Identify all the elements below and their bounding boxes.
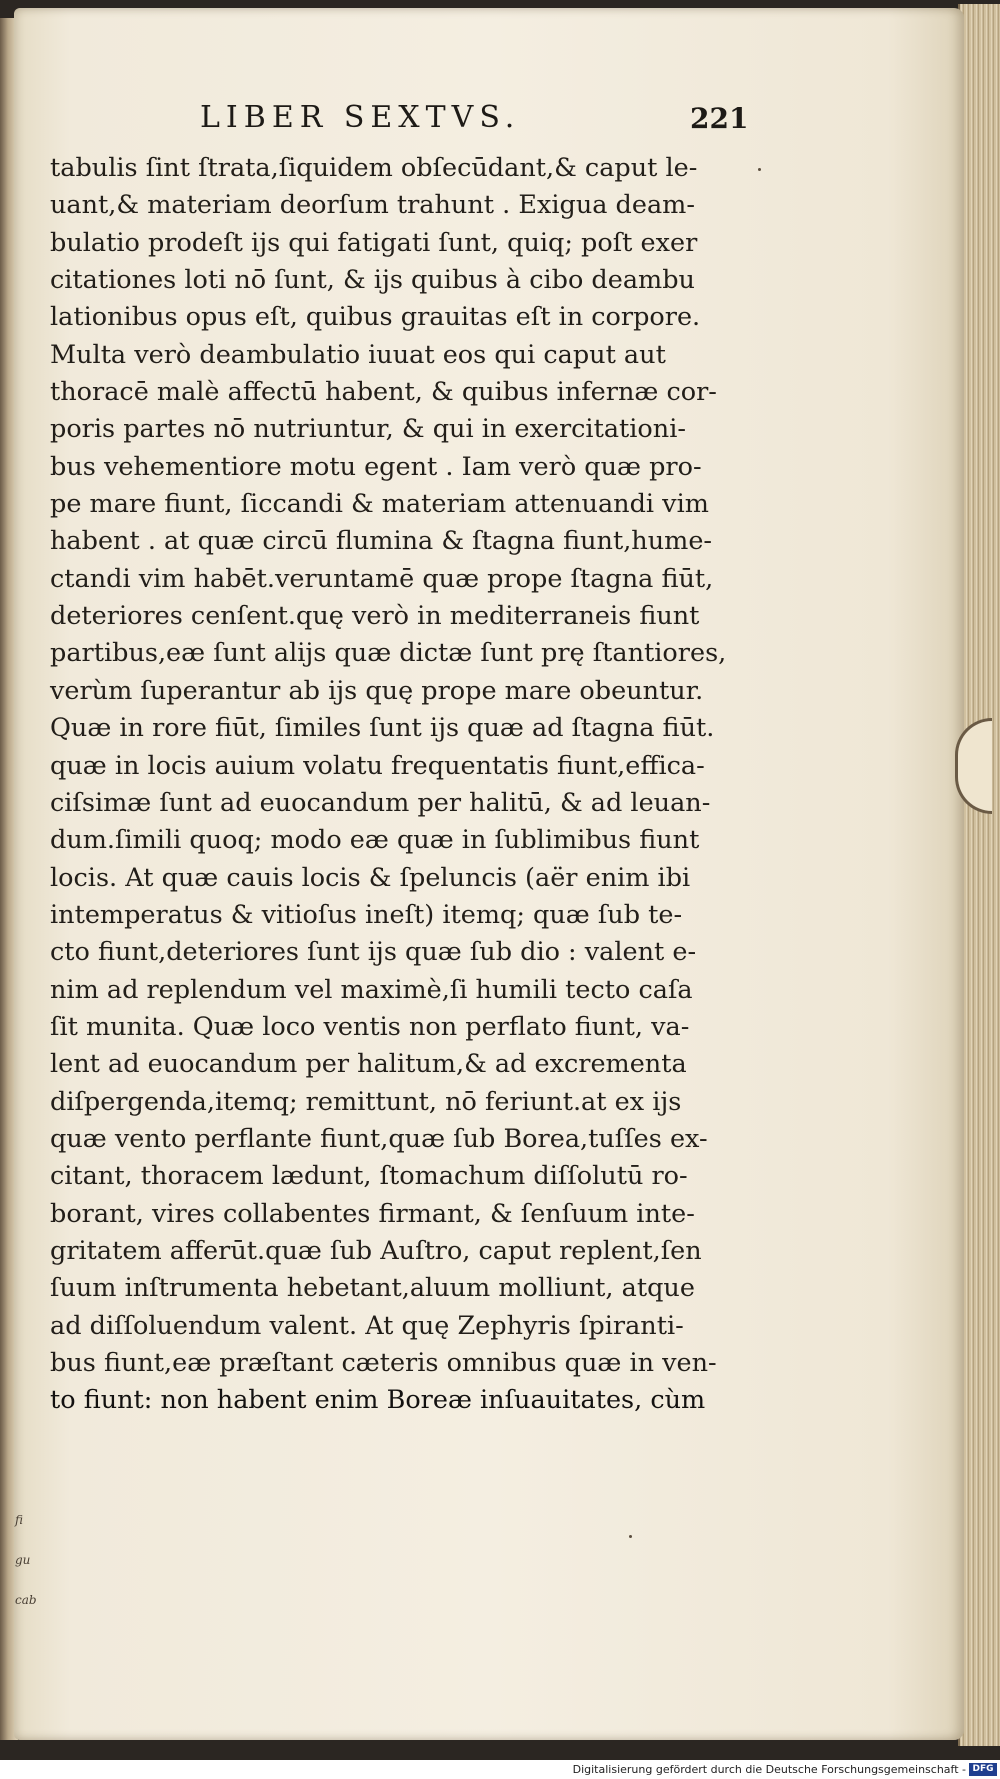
text-line: Multa verò deambulatio iuuat eos qui caput aut bbox=[50, 339, 666, 370]
text-line: tabulis ſint ſtrata,ſiquidem obſecūdant,& caput le- bbox=[50, 153, 698, 183]
text-line: citationes loti nō ſunt, & ijs quibus à cibo deambu bbox=[50, 265, 695, 296]
text-line: ciſsimæ ſunt ad euocandum per halitū, & ad leuan- bbox=[50, 787, 711, 818]
text-line: ſit munita. Quæ loco ventis non perflato fiunt, va- bbox=[50, 1011, 690, 1042]
text-line: locis. At quæ cauis locis & ſpeluncis (aër enim ibi bbox=[50, 862, 691, 893]
text-line: bulatio prodeſt ijs qui fatigati ſunt, quiq; poſt exer bbox=[50, 227, 698, 258]
page-block-edge bbox=[958, 4, 1000, 1746]
margin-fragment: fi bbox=[15, 1513, 24, 1527]
text-line: gritatem afferūt.quæ ſub Auſtro, caput replent,ſen bbox=[50, 1235, 702, 1266]
ink-speck bbox=[758, 168, 761, 171]
text-line: habent . at quæ circū flumina & ſtagna fiunt,hume- bbox=[50, 526, 713, 557]
margin-fragment: gu bbox=[15, 1553, 31, 1567]
text-line: poris partes nō nutriuntur, & qui in exercitationi- bbox=[50, 414, 686, 445]
text-line: bus fiunt,eæ præſtant cæteris omnibus quæ in ven- bbox=[50, 1348, 717, 1378]
body-text bbox=[50, 150, 780, 1420]
text-line: verùm ſuperantur ab ijs quę prope mare obeuntur. bbox=[50, 675, 704, 706]
text-line: pe mare fiunt, ſiccandi & materiam attenuandi vim bbox=[50, 489, 709, 520]
text-line: diſpergenda,itemq; remittunt, nō feriunt.at ex ijs bbox=[50, 1086, 682, 1117]
text-line: uant,& materiam deorſum trahunt . Exigua deam- bbox=[50, 190, 695, 221]
text-line: bus vehementiore motu egent . Iam verò quæ pro- bbox=[50, 451, 702, 482]
text-line: thoracē malè affectū habent, & quibus infernæ cor- bbox=[50, 377, 717, 408]
text-line: Quæ in rore fiūt, ſimiles ſunt ijs quæ ad ſtagna fiūt. bbox=[50, 713, 715, 744]
text-line: ad diſſoluendum valent. At quę Zephyris ſpiranti- bbox=[50, 1310, 684, 1341]
text-line: cto fiunt,deteriores ſunt ijs quæ ſub dio : valent e- bbox=[50, 937, 697, 968]
ink-speck bbox=[629, 1535, 632, 1538]
text-line: lationibus opus eſt, quibus grauitas eſt in corpore. bbox=[50, 302, 701, 333]
text-line: nim ad replendum vel maximè,ſi humili tecto caſa bbox=[50, 974, 693, 1005]
text-line: ſuum inſtrumenta hebetant,aluum molliunt, atque bbox=[50, 1273, 695, 1304]
page-number: 221 bbox=[690, 102, 749, 135]
page-header bbox=[14, 100, 954, 144]
text-line: deteriores cenſent.quę verò in mediterraneis fiunt bbox=[50, 601, 700, 632]
digitization-footer bbox=[0, 1760, 1000, 1779]
text-line: partibus,eæ ſunt alijs quæ dictæ ſunt prę ſtantiores, bbox=[50, 638, 727, 669]
text-line: ctandi vim habēt.veruntamē quæ prope ſtagna fiūt, bbox=[50, 563, 714, 594]
text-line: intemperatus & vitioſus ineſt) itemq; quæ ſub te- bbox=[50, 899, 683, 930]
dfg-logo: DFG bbox=[969, 1763, 997, 1776]
text-line: to fiunt: non habent enim Boreæ inſuauitates, cùm bbox=[50, 1385, 706, 1416]
text-line: dum.ſimili quoq; modo eæ quæ in ſublimibus fiunt bbox=[50, 825, 700, 856]
text-line: quæ in locis auium volatu frequentatis fiunt,effica- bbox=[50, 750, 705, 781]
book-page bbox=[14, 8, 964, 1740]
text-line: borant, vires collabentes firmant, & ſenſuum inte- bbox=[50, 1198, 695, 1229]
footer-credit: Digitalisierung gefördert durch die Deutsche Forschungsgemeinschaft - bbox=[572, 1763, 966, 1776]
text-line: lent ad euocandum per halitum,& ad excrementa bbox=[50, 1049, 687, 1080]
text-line: quæ vento perflante fiunt,quæ ſub Borea,tuſſes ex- bbox=[50, 1123, 708, 1154]
text-line: citant, thoracem lædunt, ſtomachum diſſolutū ro- bbox=[50, 1161, 688, 1192]
margin-fragment: cab bbox=[15, 1593, 37, 1607]
running-title: LIBER SEXTVS. bbox=[200, 100, 521, 135]
